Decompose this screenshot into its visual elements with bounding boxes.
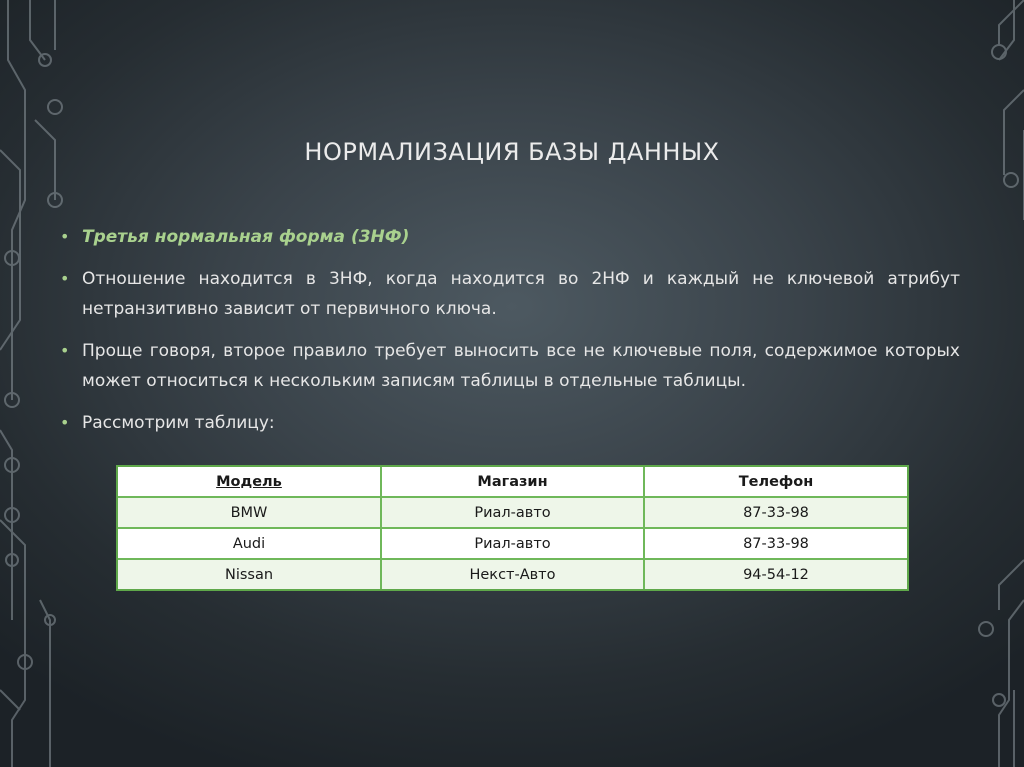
- column-header-store: Магазин: [381, 467, 644, 497]
- bullet-list: [60, 222, 960, 450]
- table-row: [118, 528, 907, 559]
- bullet-text: Третья нормальная форма (3НФ): [82, 227, 410, 247]
- table-header-row: [118, 467, 907, 497]
- bullet-text: Отношение находится в 3НФ, когда находится во 2НФ и каждый не ключевой атрибут нетранзитивно зависит от первичного ключа.: [82, 269, 960, 319]
- circuit-decoration-right: [954, 0, 1024, 767]
- table-cell: 87-33-98: [644, 528, 907, 559]
- table-cell: Риал-авто: [381, 528, 644, 559]
- table-cell: Audi: [118, 528, 381, 559]
- slide-title: НОРМАЛИЗАЦИЯ БАЗЫ ДАННЫХ: [304, 138, 720, 166]
- bullet-text: Проще говоря, второе правило требует выносить все не ключевые поля, содержимое которых может относиться к нескольким записям таблицы в отдельные таблицы.: [82, 341, 960, 391]
- column-header-phone: Телефон: [644, 467, 907, 497]
- bullet-item: [60, 222, 960, 252]
- bullet-icon: •: [60, 413, 70, 432]
- bullet-icon: •: [60, 227, 70, 246]
- bullet-item: [60, 264, 960, 324]
- bullet-item: [60, 336, 960, 396]
- bullet-item: [60, 408, 960, 438]
- data-table: [116, 465, 909, 591]
- table-cell: Nissan: [118, 559, 381, 589]
- table-cell: 94-54-12: [644, 559, 907, 589]
- table-cell: Некст-Авто: [381, 559, 644, 589]
- table-cell: BMW: [118, 497, 381, 528]
- table-cell: 87-33-98: [644, 497, 907, 528]
- bullet-icon: •: [60, 341, 70, 360]
- table-row: [118, 497, 907, 528]
- bullet-icon: •: [60, 269, 70, 288]
- bullet-text: Рассмотрим таблицу:: [82, 413, 275, 433]
- column-header-model: Модель: [118, 467, 381, 497]
- table-cell: Риал-авто: [381, 497, 644, 528]
- table-row: [118, 559, 907, 589]
